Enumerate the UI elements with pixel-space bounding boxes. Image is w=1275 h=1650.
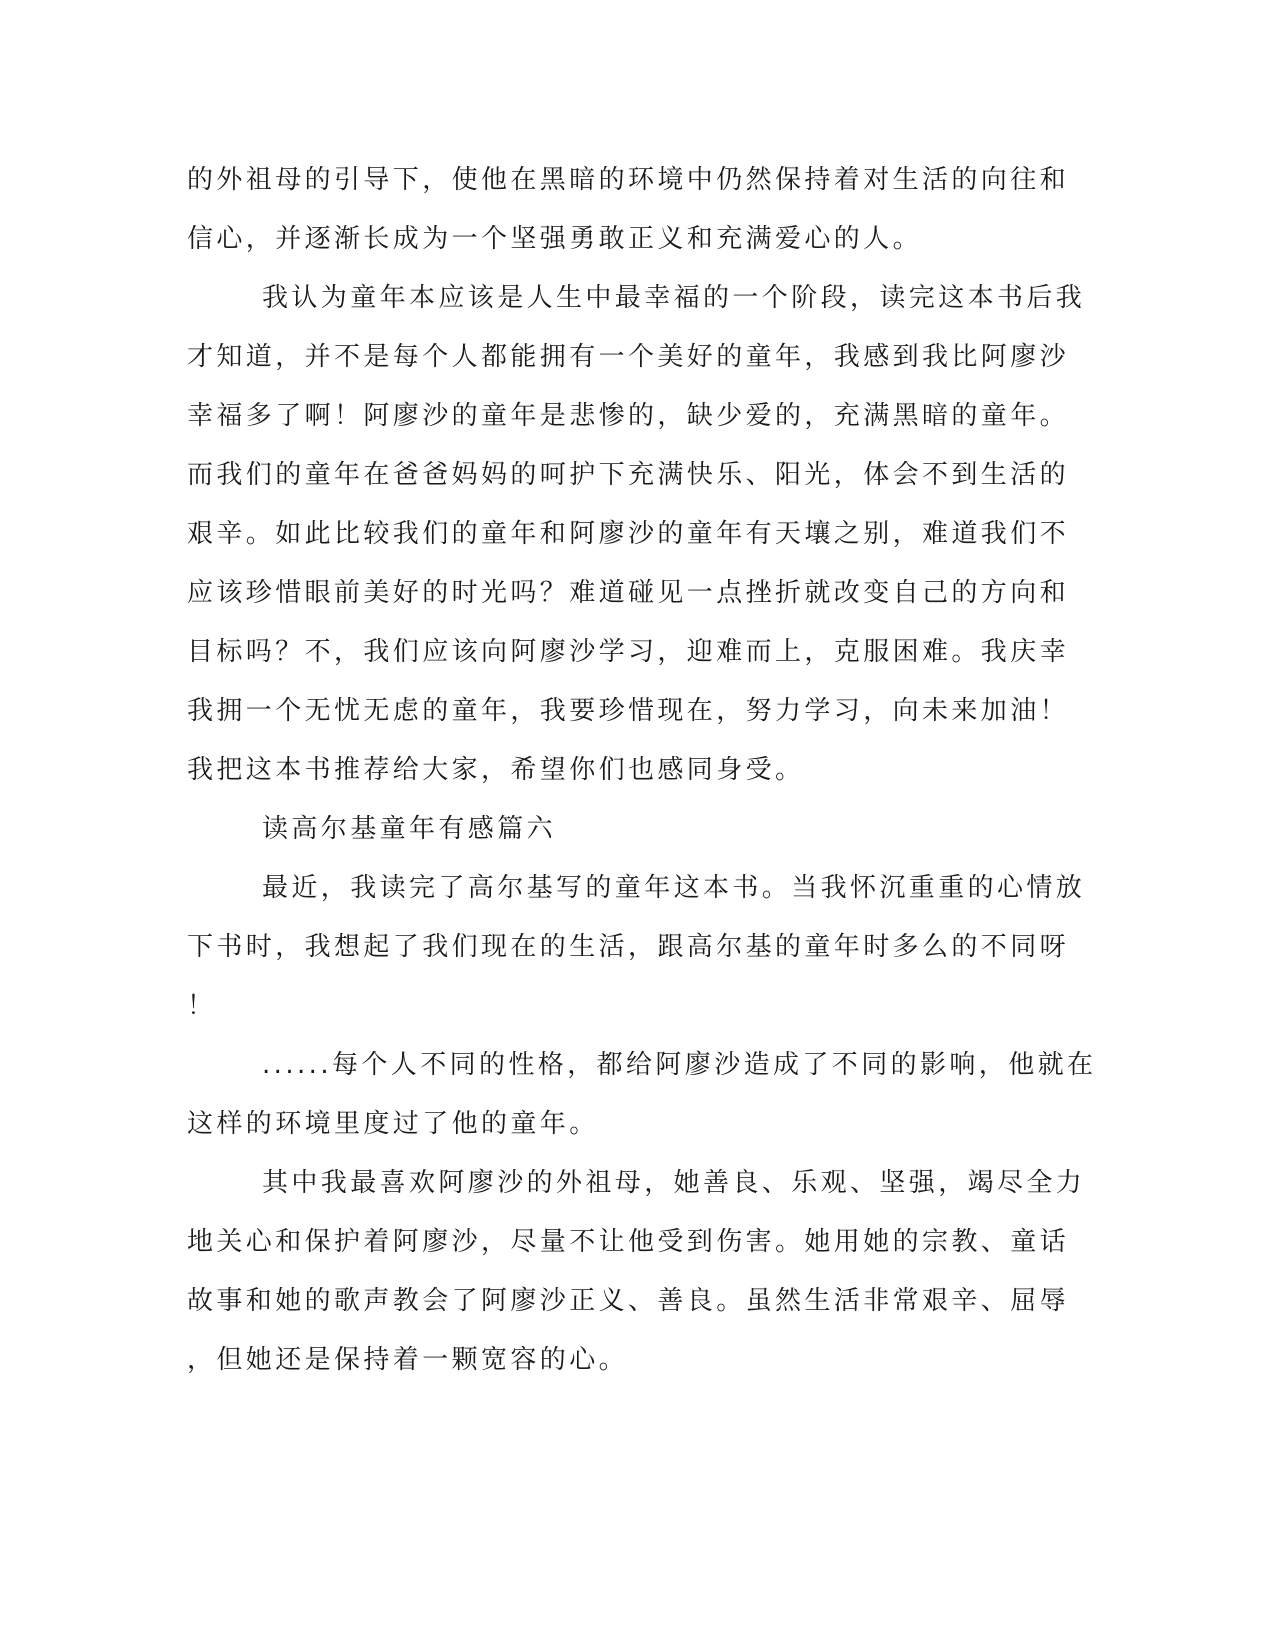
text-line: ，但她还是保持着一颗宽容的心。 xyxy=(187,1345,629,1375)
text-line: 才知道，并不是每个人都能拥有一个美好的童年，我感到我比阿廖沙 xyxy=(187,342,1070,372)
paragraph-start-line: 最近，我读完了高尔基写的童年这本书。当我怀沉重重的心情放 xyxy=(262,873,1086,903)
text-line: 艰辛。如此比较我们的童年和阿廖沙的童年有天壤之别，难道我们不 xyxy=(187,519,1070,549)
text-line: 而我们的童年在爸爸妈妈的呵护下充满快乐、阳光，体会不到生活的 xyxy=(187,460,1070,490)
text-line: ！ xyxy=(187,991,217,1021)
text-line: 这样的环境里度过了他的童年。 xyxy=(187,1109,599,1139)
text-line: 我拥一个无忧无虑的童年，我要珍惜现在，努力学习，向未来加油！ xyxy=(187,696,1070,726)
text-line: 应该珍惜眼前美好的时光吗？难道碰见一点挫折就改变自己的方向和 xyxy=(187,578,1070,608)
text-line: 我把这本书推荐给大家，希望你们也感同身受。 xyxy=(187,755,805,785)
paragraph-start-line: 我认为童年本应该是人生中最幸福的一个阶段，读完这本书后我 xyxy=(262,283,1086,313)
text-line: 目标吗？不，我们应该向阿廖沙学习，迎难而上，克服困难。我庆幸 xyxy=(187,637,1070,667)
text-line: 的外祖母的引导下，使他在黑暗的环境中仍然保持着对生活的向往和 xyxy=(187,165,1070,195)
text-line: 信心，并逐渐长成为一个坚强勇敢正义和充满爱心的人。 xyxy=(187,224,923,254)
text-line: 幸福多了啊！阿廖沙的童年是悲惨的，缺少爱的，充满黑暗的童年。 xyxy=(187,401,1070,431)
text-line: 下书时，我想起了我们现在的生活，跟高尔基的童年时多么的不同呀 xyxy=(187,932,1070,962)
paragraph-start-line: ......每个人不同的性格，都给阿廖沙造成了不同的影响，他就在 xyxy=(262,1050,1097,1080)
section-heading: 读高尔基童年有感篇六 xyxy=(262,814,557,844)
text-line: 地关心和保护着阿廖沙，尽量不让他受到伤害。她用她的宗教、童话 xyxy=(187,1227,1070,1257)
text-line: 故事和她的歌声教会了阿廖沙正义、善良。虽然生活非常艰辛、屈辱 xyxy=(187,1286,1070,1316)
paragraph-start-line: 其中我最喜欢阿廖沙的外祖母，她善良、乐观、坚强，竭尽全力 xyxy=(262,1168,1086,1198)
